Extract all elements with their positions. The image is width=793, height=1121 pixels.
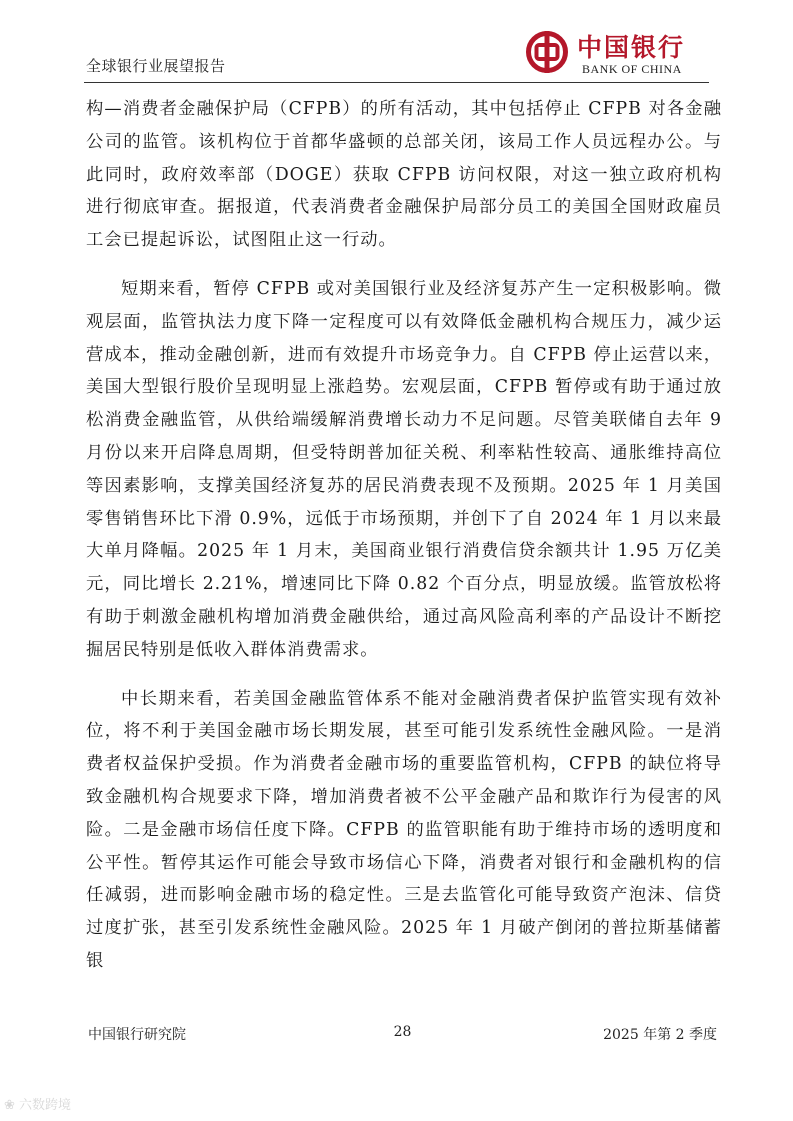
watermark-text: 六数跨境 bbox=[19, 1098, 72, 1113]
paragraph: 中长期来看，若美国金融监管体系不能对金融消费者保护监管实现有效补位，将不利于美国金融市场长期发展，甚至可能引发系统性金融风险。一是消费者权益保护受损。作为消费者金融市场的重要监管机构，CFPB 的缺位将导致金融机构合规要求下降，增加消费者被不公平金融产品和欺诈行为侵害的风险。二是金融市场信任度下降。CFPB 的监管职能有助于维持市场的透明度和公平性。暂停其运作可能会导致市场信心下降，消费者对银行和金融机构的信任减弱，进而影响金融市场的稳定性。三是去监管化可能导致资产泡沫、信贷过度扩张，甚至引发系统性金融风险。2025 年 1 月破产倒闭的普拉斯基储蓄银 bbox=[86, 688, 722, 971]
header-divider bbox=[84, 82, 709, 83]
paragraph: 构—消费者金融保护局（CFPB）的所有活动，其中包括停止 CFPB 对各金融公司的监管。该机构位于首都华盛顿的总部关闭，该局工作人员远程办公。与此同时，政府效率部（DOGE）获取 CFPB 访问权限，对这一独立政府机构进行彻底审查。据报道，代表消费者金融保护局部分员工的美国全国财政雇员工会已提起诉讼，试图阻止这一行动。 bbox=[86, 99, 722, 251]
watermark bbox=[4, 1094, 71, 1113]
page-number: 28 bbox=[393, 1024, 412, 1040]
logo-chinese-name: 中国银行 bbox=[577, 33, 686, 62]
logo-english-name: BANK OF CHINA bbox=[582, 62, 682, 76]
footer-institution: 中国银行研究院 bbox=[88, 1027, 186, 1043]
paragraph: 短期来看，暂停 CFPB 或对美国银行业及经济复苏产生一定积极影响。微观层面，监管执法力度下降一定程度可以有效降低金融机构合规压力，减少运营成本，推动金融创新，进而有效提升市场竞争力。自 CFPB 停止运营以来，美国大型银行股价呈现明显上涨趋势。宏观层面，CFPB 暂停或有助于通过放松消费金融监管，从供给端缓解消费增长动力不足问题。尽管美联储自去年 9 月份以来开启降息周期，但受特朗普加征关税、利率粘性较高、通胀维持高位等因素影响，支撑美国经济复苏的居民消费表现不及预期。2025 年 1 月美国零售销售环比下滑 0.9%，远低于市场预期，并创下了自 2024 年 1 月以来最大单月降幅。2025 年 1 月末，美国商业银行消费信贷余额共计 1.95 万亿美元，同比增长 2.21%，增速同比下降 0.82 个百分点，明显放缓。监管放松将有助于刺激金融机构增加消费金融供给，通过高风险高利率的产品设计不断挖掘居民特别是低收入群体消费需求。 bbox=[86, 278, 722, 660]
bank-of-china-logo bbox=[525, 28, 701, 80]
body-text bbox=[86, 93, 722, 978]
bank-of-china-emblem-icon bbox=[525, 30, 569, 74]
watermark-icon: ❀ bbox=[4, 1098, 20, 1113]
report-title: 全球银行业展望报告 bbox=[86, 57, 226, 75]
footer-period: 2025 年第 2 季度 bbox=[603, 1027, 717, 1043]
page-header bbox=[84, 28, 709, 82]
page-footer bbox=[88, 1024, 717, 1044]
